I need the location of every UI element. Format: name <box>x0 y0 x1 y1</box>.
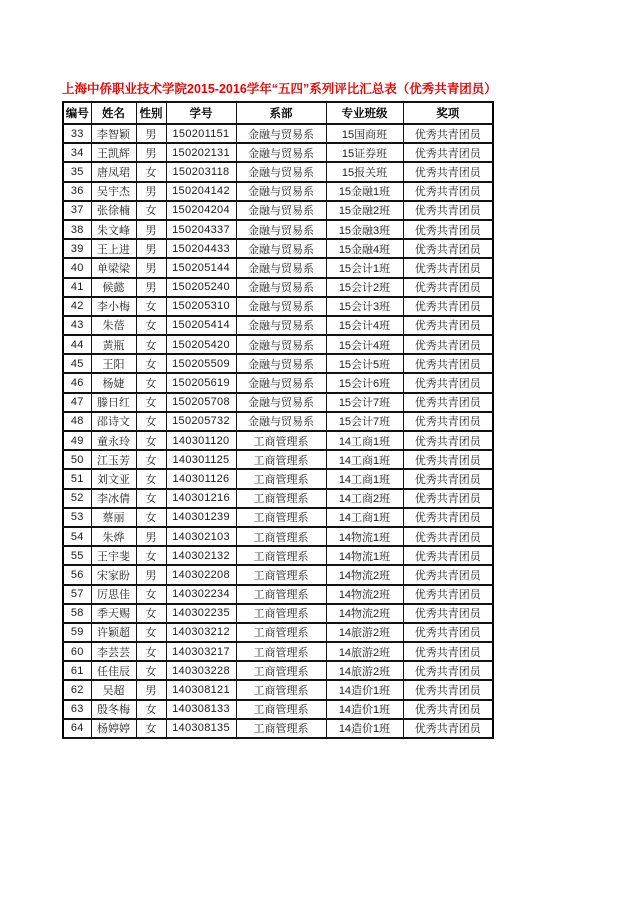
cell-class: 14造价1班 <box>326 719 403 738</box>
cell-gender: 女 <box>136 297 166 316</box>
cell-no: 56 <box>63 565 91 584</box>
cell-student-id: 150205619 <box>166 373 236 392</box>
cell-department: 工商管理系 <box>236 527 326 546</box>
cell-gender: 男 <box>136 680 166 699</box>
cell-gender: 女 <box>136 642 166 661</box>
cell-department: 金融与贸易系 <box>236 162 326 181</box>
cell-student-id: 140303212 <box>166 623 236 642</box>
table-row <box>63 719 493 738</box>
cell-department: 工商管理系 <box>236 469 326 488</box>
table-row <box>63 431 493 450</box>
cell-class: 15会计7班 <box>326 393 403 412</box>
cell-no: 44 <box>63 335 91 354</box>
cell-name: 王上进 <box>91 239 136 258</box>
cell-name: 唐凤珺 <box>91 162 136 181</box>
cell-department: 金融与贸易系 <box>236 373 326 392</box>
cell-name: 李冰倩 <box>91 489 136 508</box>
cell-gender: 女 <box>136 489 166 508</box>
cell-award: 优秀共青团员 <box>403 661 493 680</box>
cell-award: 优秀共青团员 <box>403 700 493 719</box>
cell-no: 48 <box>63 412 91 431</box>
header-no: 编号 <box>63 102 91 124</box>
cell-no: 59 <box>63 623 91 642</box>
table-row <box>63 162 493 181</box>
cell-no: 36 <box>63 182 91 201</box>
table-row <box>63 527 493 546</box>
table-row <box>63 297 493 316</box>
cell-award: 优秀共青团员 <box>403 220 493 239</box>
table-header <box>63 102 493 124</box>
cell-award: 优秀共青团员 <box>403 201 493 220</box>
cell-class: 14造价1班 <box>326 700 403 719</box>
cell-class: 15国商班 <box>326 124 403 143</box>
cell-no: 51 <box>63 469 91 488</box>
cell-award: 优秀共青团员 <box>403 335 493 354</box>
cell-student-id: 150204433 <box>166 239 236 258</box>
cell-department: 金融与贸易系 <box>236 335 326 354</box>
cell-name: 厉思佳 <box>91 585 136 604</box>
header-award: 奖项 <box>403 102 493 124</box>
cell-gender: 女 <box>136 719 166 738</box>
cell-class: 15金融3班 <box>326 220 403 239</box>
cell-gender: 男 <box>136 527 166 546</box>
cell-class: 14工商1班 <box>326 431 403 450</box>
cell-name: 邵诗文 <box>91 412 136 431</box>
header-class: 专业班级 <box>326 102 403 124</box>
header-student-id: 学号 <box>166 102 236 124</box>
cell-name: 任佳辰 <box>91 661 136 680</box>
table-row <box>63 700 493 719</box>
cell-gender: 男 <box>136 182 166 201</box>
cell-student-id: 150202131 <box>166 143 236 162</box>
cell-student-id: 140302234 <box>166 585 236 604</box>
cell-award: 优秀共青团员 <box>403 393 493 412</box>
cell-gender: 女 <box>136 431 166 450</box>
cell-class: 15金融4班 <box>326 239 403 258</box>
cell-no: 43 <box>63 316 91 335</box>
cell-name: 李智颖 <box>91 124 136 143</box>
cell-class: 14物流2班 <box>326 565 403 584</box>
cell-gender: 男 <box>136 565 166 584</box>
cell-name: 吴超 <box>91 680 136 699</box>
cell-student-id: 140302132 <box>166 546 236 565</box>
cell-no: 42 <box>63 297 91 316</box>
cell-student-id: 140301126 <box>166 469 236 488</box>
cell-award: 优秀共青团员 <box>403 546 493 565</box>
cell-no: 54 <box>63 527 91 546</box>
cell-department: 金融与贸易系 <box>236 182 326 201</box>
cell-class: 14工商1班 <box>326 508 403 527</box>
cell-department: 金融与贸易系 <box>236 258 326 277</box>
cell-class: 14物流1班 <box>326 527 403 546</box>
cell-gender: 女 <box>136 201 166 220</box>
cell-award: 优秀共青团员 <box>403 565 493 584</box>
cell-department: 工商管理系 <box>236 680 326 699</box>
cell-student-id: 150201151 <box>166 124 236 143</box>
cell-name: 吴宇杰 <box>91 182 136 201</box>
cell-award: 优秀共青团员 <box>403 239 493 258</box>
cell-student-id: 140308135 <box>166 719 236 738</box>
cell-class: 15会计1班 <box>326 258 403 277</box>
cell-class: 15证券班 <box>326 143 403 162</box>
cell-student-id: 150205240 <box>166 278 236 297</box>
cell-student-id: 150205414 <box>166 316 236 335</box>
cell-class: 15会计6班 <box>326 373 403 392</box>
cell-department: 工商管理系 <box>236 661 326 680</box>
cell-gender: 女 <box>136 661 166 680</box>
cell-class: 14物流1班 <box>326 546 403 565</box>
cell-class: 15会计7班 <box>326 412 403 431</box>
cell-class: 14旅游2班 <box>326 642 403 661</box>
cell-no: 33 <box>63 124 91 143</box>
cell-award: 优秀共青团员 <box>403 124 493 143</box>
cell-award: 优秀共青团员 <box>403 680 493 699</box>
cell-student-id: 140303217 <box>166 642 236 661</box>
cell-department: 金融与贸易系 <box>236 412 326 431</box>
cell-gender: 男 <box>136 258 166 277</box>
cell-department: 工商管理系 <box>236 546 326 565</box>
header-gender: 性别 <box>136 102 166 124</box>
table-row <box>63 354 493 373</box>
cell-class: 15会计4班 <box>326 316 403 335</box>
cell-gender: 女 <box>136 585 166 604</box>
table-row <box>63 680 493 699</box>
cell-name: 刘文亚 <box>91 469 136 488</box>
page-title: 上海中侨职业技术学院2015-2016学年“五四”系列评比汇总表（优秀共青团员） <box>62 82 497 96</box>
header-row <box>63 102 493 124</box>
cell-name: 王凯辉 <box>91 143 136 162</box>
cell-department: 工商管理系 <box>236 431 326 450</box>
table-row <box>63 278 493 297</box>
cell-department: 金融与贸易系 <box>236 220 326 239</box>
table-row <box>63 661 493 680</box>
table-row <box>63 201 493 220</box>
table-row <box>63 585 493 604</box>
cell-class: 15会计3班 <box>326 297 403 316</box>
cell-name: 蔡丽 <box>91 508 136 527</box>
cell-award: 优秀共青团员 <box>403 143 493 162</box>
cell-name: 朱蓓 <box>91 316 136 335</box>
table-row <box>63 508 493 527</box>
cell-gender: 女 <box>136 469 166 488</box>
cell-award: 优秀共青团员 <box>403 585 493 604</box>
cell-department: 工商管理系 <box>236 700 326 719</box>
cell-gender: 女 <box>136 162 166 181</box>
table-body <box>63 124 493 738</box>
cell-award: 优秀共青团员 <box>403 278 493 297</box>
cell-name: 黄瓶 <box>91 335 136 354</box>
cell-student-id: 140301216 <box>166 489 236 508</box>
cell-no: 53 <box>63 508 91 527</box>
cell-gender: 女 <box>136 393 166 412</box>
cell-no: 52 <box>63 489 91 508</box>
cell-award: 优秀共青团员 <box>403 623 493 642</box>
cell-no: 62 <box>63 680 91 699</box>
cell-student-id: 150205732 <box>166 412 236 431</box>
cell-student-id: 150205420 <box>166 335 236 354</box>
cell-no: 40 <box>63 258 91 277</box>
table-row <box>63 450 493 469</box>
cell-name: 殷冬梅 <box>91 700 136 719</box>
cell-award: 优秀共青团员 <box>403 719 493 738</box>
table-row <box>63 393 493 412</box>
table-row <box>63 258 493 277</box>
cell-student-id: 150205509 <box>166 354 236 373</box>
cell-class: 14工商1班 <box>326 450 403 469</box>
cell-department: 工商管理系 <box>236 565 326 584</box>
cell-name: 季天赐 <box>91 604 136 623</box>
cell-award: 优秀共青团员 <box>403 258 493 277</box>
cell-award: 优秀共青团员 <box>403 508 493 527</box>
cell-class: 15会计5班 <box>326 354 403 373</box>
cell-gender: 男 <box>136 124 166 143</box>
cell-student-id: 140301239 <box>166 508 236 527</box>
cell-name: 朱文峰 <box>91 220 136 239</box>
cell-department: 工商管理系 <box>236 489 326 508</box>
cell-gender: 男 <box>136 220 166 239</box>
cell-no: 37 <box>63 201 91 220</box>
cell-gender: 女 <box>136 335 166 354</box>
cell-department: 金融与贸易系 <box>236 354 326 373</box>
cell-department: 金融与贸易系 <box>236 393 326 412</box>
cell-name: 单梁梁 <box>91 258 136 277</box>
cell-student-id: 140308133 <box>166 700 236 719</box>
cell-award: 优秀共青团员 <box>403 469 493 488</box>
table-row <box>63 239 493 258</box>
table-row <box>63 546 493 565</box>
cell-gender: 女 <box>136 546 166 565</box>
cell-no: 57 <box>63 585 91 604</box>
cell-department: 工商管理系 <box>236 604 326 623</box>
cell-gender: 女 <box>136 623 166 642</box>
cell-name: 滕日红 <box>91 393 136 412</box>
cell-student-id: 150205310 <box>166 297 236 316</box>
cell-no: 38 <box>63 220 91 239</box>
cell-department: 金融与贸易系 <box>236 297 326 316</box>
header-department: 系部 <box>236 102 326 124</box>
cell-department: 工商管理系 <box>236 623 326 642</box>
cell-award: 优秀共青团员 <box>403 162 493 181</box>
cell-no: 63 <box>63 700 91 719</box>
cell-name: 张徐楠 <box>91 201 136 220</box>
cell-gender: 女 <box>136 354 166 373</box>
cell-award: 优秀共青团员 <box>403 642 493 661</box>
cell-student-id: 150205144 <box>166 258 236 277</box>
table-row <box>63 623 493 642</box>
cell-gender: 女 <box>136 450 166 469</box>
table-row <box>63 412 493 431</box>
cell-gender: 男 <box>136 239 166 258</box>
cell-no: 41 <box>63 278 91 297</box>
cell-award: 优秀共青团员 <box>403 182 493 201</box>
cell-no: 35 <box>63 162 91 181</box>
cell-student-id: 140303228 <box>166 661 236 680</box>
cell-gender: 男 <box>136 143 166 162</box>
cell-department: 金融与贸易系 <box>236 316 326 335</box>
cell-class: 15会计4班 <box>326 335 403 354</box>
cell-award: 优秀共青团员 <box>403 604 493 623</box>
cell-class: 14物流2班 <box>326 604 403 623</box>
table-row <box>63 182 493 201</box>
cell-gender: 女 <box>136 316 166 335</box>
cell-name: 候懿 <box>91 278 136 297</box>
table-row <box>63 489 493 508</box>
cell-no: 50 <box>63 450 91 469</box>
cell-department: 工商管理系 <box>236 585 326 604</box>
cell-department: 金融与贸易系 <box>236 278 326 297</box>
cell-department: 工商管理系 <box>236 508 326 527</box>
table-row <box>63 220 493 239</box>
table-row <box>63 373 493 392</box>
cell-award: 优秀共青团员 <box>403 316 493 335</box>
cell-student-id: 140302235 <box>166 604 236 623</box>
cell-department: 工商管理系 <box>236 642 326 661</box>
table-row <box>63 565 493 584</box>
cell-name: 童永玲 <box>91 431 136 450</box>
cell-class: 15金融2班 <box>326 201 403 220</box>
cell-award: 优秀共青团员 <box>403 297 493 316</box>
cell-no: 45 <box>63 354 91 373</box>
cell-student-id: 150205708 <box>166 393 236 412</box>
cell-gender: 女 <box>136 412 166 431</box>
cell-no: 60 <box>63 642 91 661</box>
cell-no: 64 <box>63 719 91 738</box>
cell-department: 工商管理系 <box>236 450 326 469</box>
cell-award: 优秀共青团员 <box>403 431 493 450</box>
table-row <box>63 316 493 335</box>
cell-department: 金融与贸易系 <box>236 143 326 162</box>
cell-class: 15报关班 <box>326 162 403 181</box>
cell-name: 李小梅 <box>91 297 136 316</box>
cell-student-id: 140308121 <box>166 680 236 699</box>
cell-name: 王宇斐 <box>91 546 136 565</box>
header-name: 姓名 <box>91 102 136 124</box>
cell-award: 优秀共青团员 <box>403 412 493 431</box>
cell-department: 金融与贸易系 <box>236 124 326 143</box>
cell-class: 14造价1班 <box>326 680 403 699</box>
cell-award: 优秀共青团员 <box>403 450 493 469</box>
cell-no: 39 <box>63 239 91 258</box>
cell-name: 杨婕 <box>91 373 136 392</box>
cell-gender: 女 <box>136 508 166 527</box>
awards-table <box>62 101 494 739</box>
cell-award: 优秀共青团员 <box>403 354 493 373</box>
cell-award: 优秀共青团员 <box>403 489 493 508</box>
cell-no: 55 <box>63 546 91 565</box>
cell-no: 47 <box>63 393 91 412</box>
cell-student-id: 140301120 <box>166 431 236 450</box>
cell-class: 14旅游2班 <box>326 623 403 642</box>
cell-student-id: 140301125 <box>166 450 236 469</box>
cell-department: 金融与贸易系 <box>236 201 326 220</box>
cell-name: 许颖超 <box>91 623 136 642</box>
cell-gender: 女 <box>136 604 166 623</box>
cell-name: 王阳 <box>91 354 136 373</box>
cell-student-id: 150204337 <box>166 220 236 239</box>
table-row <box>63 642 493 661</box>
cell-student-id: 150203118 <box>166 162 236 181</box>
table-row <box>63 604 493 623</box>
cell-no: 58 <box>63 604 91 623</box>
cell-no: 46 <box>63 373 91 392</box>
cell-name: 宋家盼 <box>91 565 136 584</box>
cell-name: 朱烨 <box>91 527 136 546</box>
cell-class: 15金融1班 <box>326 182 403 201</box>
table-row <box>63 335 493 354</box>
cell-gender: 女 <box>136 700 166 719</box>
cell-department: 工商管理系 <box>236 719 326 738</box>
cell-no: 49 <box>63 431 91 450</box>
cell-student-id: 140302208 <box>166 565 236 584</box>
cell-student-id: 140302103 <box>166 527 236 546</box>
cell-department: 金融与贸易系 <box>236 239 326 258</box>
table-row <box>63 469 493 488</box>
cell-award: 优秀共青团员 <box>403 527 493 546</box>
cell-class: 14工商1班 <box>326 469 403 488</box>
table-row <box>63 143 493 162</box>
cell-no: 34 <box>63 143 91 162</box>
cell-name: 李芸芸 <box>91 642 136 661</box>
cell-class: 15会计2班 <box>326 278 403 297</box>
cell-gender: 女 <box>136 373 166 392</box>
cell-name: 江玉芳 <box>91 450 136 469</box>
cell-award: 优秀共青团员 <box>403 373 493 392</box>
table-row <box>63 124 493 143</box>
cell-no: 61 <box>63 661 91 680</box>
cell-class: 14物流2班 <box>326 585 403 604</box>
cell-student-id: 150204142 <box>166 182 236 201</box>
cell-gender: 男 <box>136 278 166 297</box>
cell-class: 14旅游2班 <box>326 661 403 680</box>
cell-name: 杨婷婷 <box>91 719 136 738</box>
cell-student-id: 150204204 <box>166 201 236 220</box>
cell-class: 14工商2班 <box>326 489 403 508</box>
